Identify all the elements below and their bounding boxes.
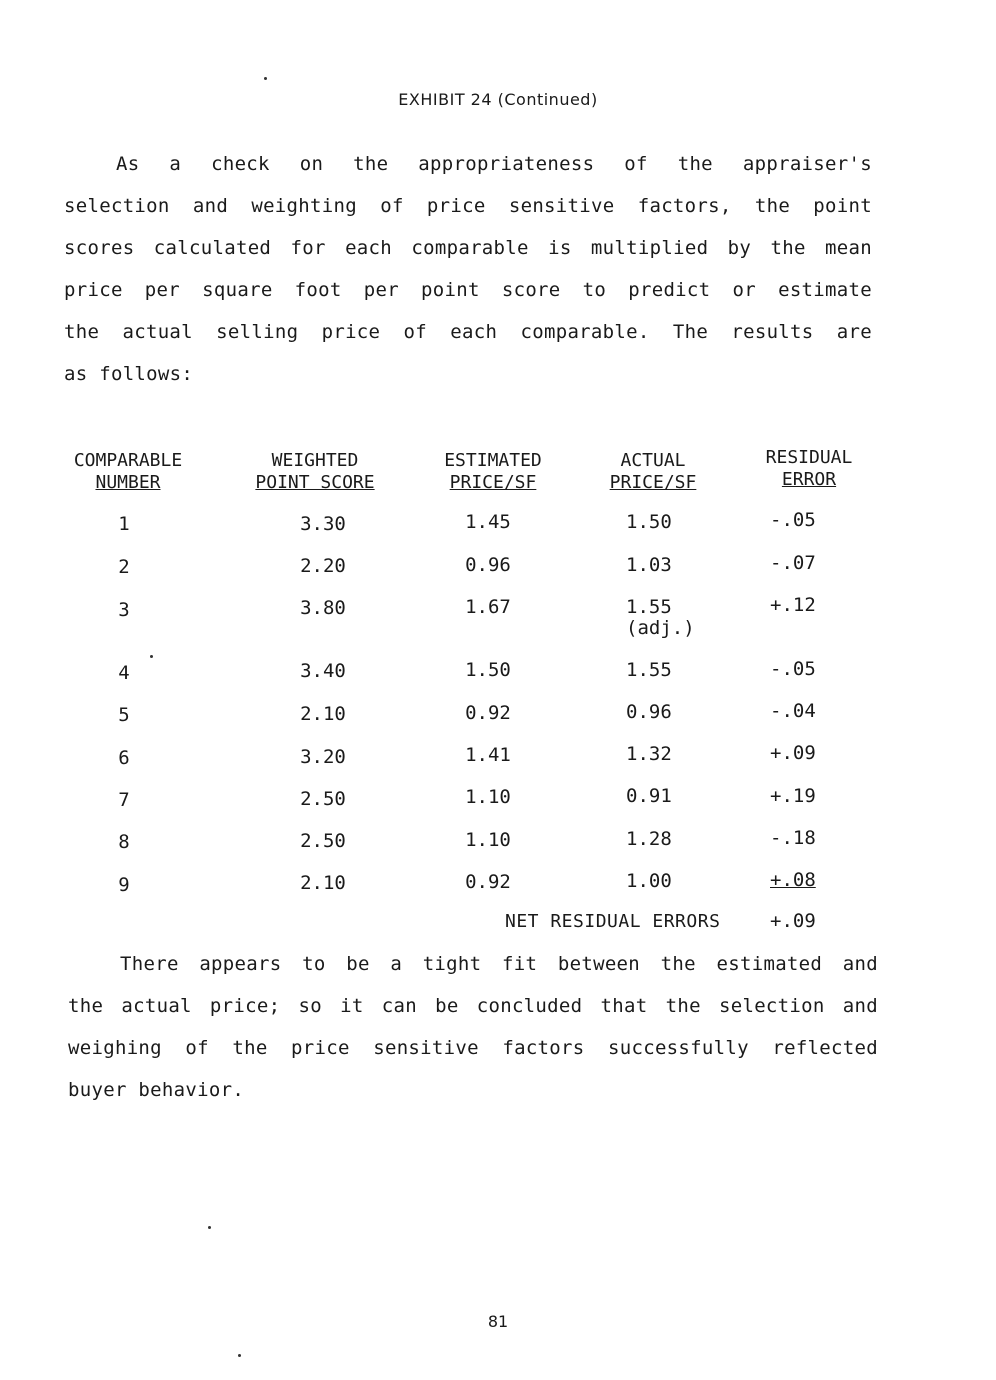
intro-line: As a check on the appropriateness of the appraiser's bbox=[116, 153, 872, 175]
cell-score: 2.50 bbox=[300, 788, 346, 810]
page-number: 81 bbox=[487, 1312, 509, 1331]
intro-line: as follows: bbox=[64, 363, 194, 385]
scan-speck bbox=[264, 77, 267, 80]
header-comparable-number: COMPARABLE NUMBER bbox=[73, 450, 183, 493]
cell-error: -.05 bbox=[770, 509, 816, 531]
scan-speck bbox=[150, 655, 153, 658]
cell-error: +.12 bbox=[770, 594, 816, 616]
cell-estimated: 0.92 bbox=[465, 702, 511, 724]
scan-speck bbox=[238, 1354, 241, 1357]
cell-actual: 1.28 bbox=[626, 828, 672, 850]
intro-line: price per square foot per point score to predict or estimate bbox=[64, 279, 872, 301]
cell-number: 8 bbox=[118, 831, 130, 853]
cell-actual: 1.03 bbox=[626, 554, 672, 576]
cell-estimated: 1.10 bbox=[465, 786, 511, 808]
intro-line: the actual selling price of each comparable. The results are bbox=[64, 321, 872, 343]
cell-score: 2.50 bbox=[300, 830, 346, 852]
header-estimated-price: ESTIMATED PRICE/SF bbox=[444, 450, 542, 493]
cell-error: +.09 bbox=[770, 742, 816, 764]
cell-error: -.18 bbox=[770, 827, 816, 849]
cell-estimated: 0.92 bbox=[465, 871, 511, 893]
cell-actual: 1.50 bbox=[626, 511, 672, 533]
cell-error: +.08 bbox=[770, 869, 816, 891]
header-weighted-point-score: WEIGHTED POINT SCORE bbox=[255, 450, 375, 493]
cell-error: +.19 bbox=[770, 785, 816, 807]
cell-actual: 1.32 bbox=[626, 743, 672, 765]
cell-actual: 0.91 bbox=[626, 785, 672, 807]
header-residual-error: RESIDUAL ERROR bbox=[765, 447, 853, 490]
cell-estimated: 1.50 bbox=[465, 659, 511, 681]
cell-estimated: 1.67 bbox=[465, 596, 511, 618]
net-residual-value: +.09 bbox=[770, 910, 816, 932]
cell-error: -.07 bbox=[770, 552, 816, 574]
cell-error: -.05 bbox=[770, 658, 816, 680]
cell-number: 2 bbox=[118, 556, 130, 578]
cell-estimated: 0.96 bbox=[465, 554, 511, 576]
scan-speck bbox=[208, 1226, 211, 1229]
cell-error: -.04 bbox=[770, 700, 816, 722]
cell-number: 3 bbox=[118, 599, 130, 621]
cell-actual-note: (adj.) bbox=[626, 617, 695, 639]
cell-score: 3.40 bbox=[300, 660, 346, 682]
cell-actual: 1.00 bbox=[626, 870, 672, 892]
cell-estimated: 1.45 bbox=[465, 511, 511, 533]
cell-score: 2.20 bbox=[300, 555, 346, 577]
intro-paragraph bbox=[64, 143, 872, 395]
cell-number: 6 bbox=[118, 747, 130, 769]
cell-actual: 0.96 bbox=[626, 701, 672, 723]
cell-score: 2.10 bbox=[300, 703, 346, 725]
cell-number: 7 bbox=[118, 789, 130, 811]
intro-line: selection and weighting of price sensitive factors, the point bbox=[64, 195, 872, 217]
intro-line: scores calculated for each comparable is multiplied by the mean bbox=[64, 237, 872, 259]
cell-number: 4 bbox=[118, 662, 130, 684]
net-residual-label: NET RESIDUAL ERRORS bbox=[505, 911, 721, 932]
conclusion-paragraph bbox=[68, 943, 878, 1111]
cell-actual: 1.55 bbox=[626, 659, 672, 681]
cell-estimated: 1.41 bbox=[465, 744, 511, 766]
conclusion-line: There appears to be a tight fit between the estimated and bbox=[120, 953, 878, 975]
cell-actual: 1.55 bbox=[626, 596, 672, 618]
cell-score: 2.10 bbox=[300, 872, 346, 894]
cell-score: 3.80 bbox=[300, 597, 346, 619]
conclusion-line: weighing of the price sensitive factors successfully reflected bbox=[68, 1037, 878, 1059]
header-actual-price: ACTUAL PRICE/SF bbox=[609, 450, 697, 493]
cell-number: 1 bbox=[118, 513, 130, 535]
cell-score: 3.20 bbox=[300, 746, 346, 768]
conclusion-line: buyer behavior. bbox=[68, 1079, 245, 1101]
cell-number: 5 bbox=[118, 704, 130, 726]
cell-score: 3.30 bbox=[300, 513, 346, 535]
cell-number: 9 bbox=[118, 874, 130, 896]
conclusion-line: the actual price; so it can be concluded that the selection and bbox=[68, 995, 878, 1017]
cell-estimated: 1.10 bbox=[465, 829, 511, 851]
exhibit-title: EXHIBIT 24 (Continued) bbox=[398, 90, 598, 109]
